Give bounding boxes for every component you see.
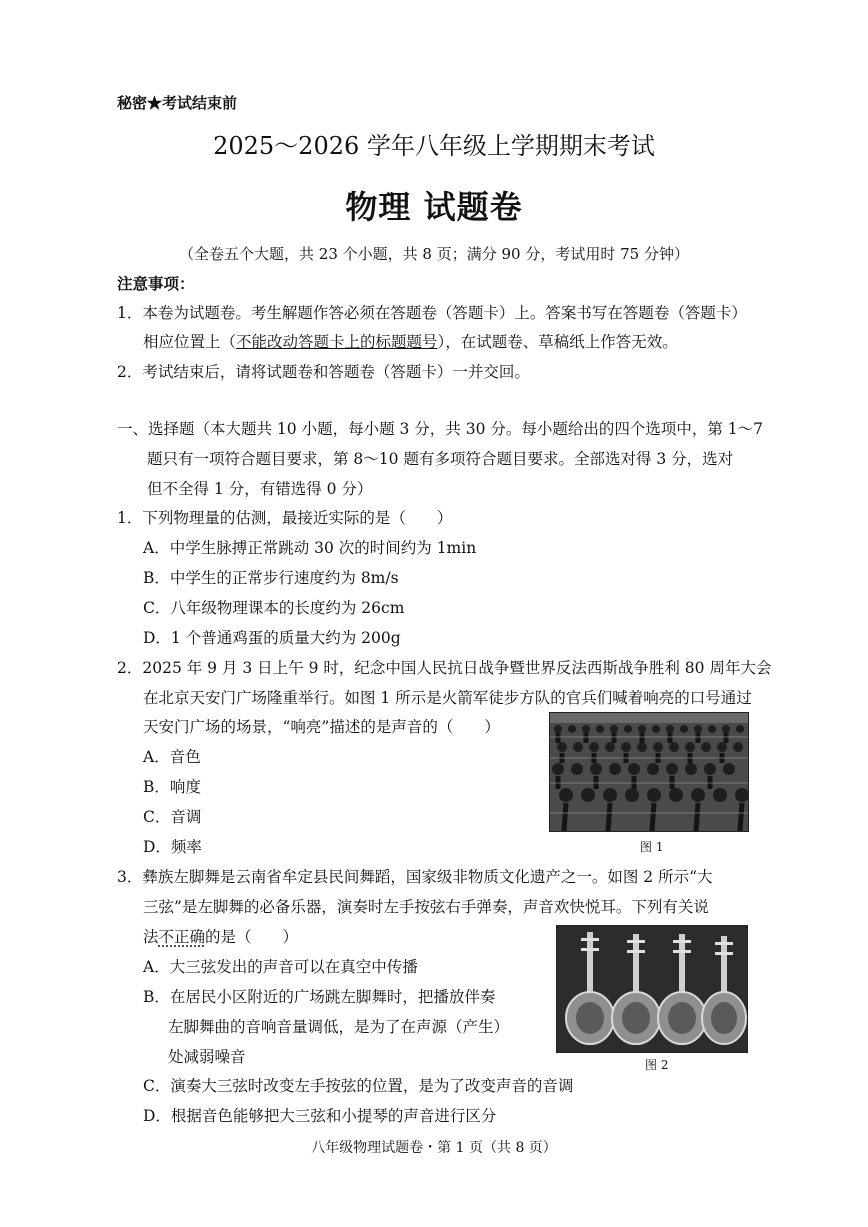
notice-item-1-line-1: 1．本卷为试题卷。考生解题作答必须在答题卷（答题卡）上。答案书写在答题卷（答题卡） [117,304,747,322]
q3-line-2: 三弦”是左脚舞的必备乐器，演奏时左手按弦右手弹奏，声音欢快悦耳。下列有关说 [143,898,709,916]
section-1-line-2: 题只有一项符合题目要求，第 8～10 题有多项符合题目要求。全部选对得 3 分，选对 [147,450,734,468]
q2-option-d: D．频率 [143,838,202,856]
q3-option-b-line-1: B．在居民小区附近的广场跳左脚舞时，把播放伴奏 [143,988,496,1006]
notice-item-2: 2．考试结束后，请将试题卷和答题卷（答题卡）一并交回。 [117,363,530,381]
q3-line-3 [143,925,298,947]
q2-line-2: 在北京天安门广场隆重举行。如图 1 所示是火箭军徒步方队的官兵们喊着响亮的口号通过 [143,689,752,707]
section-1-line-3: 但不全得 1 分，有错选得 0 分） [147,480,373,498]
figure-1-label: 图 1 [640,840,664,854]
notice-item-1-line-2 [143,330,678,352]
figure-2-label: 图 2 [645,1058,669,1072]
q3-option-b-line-2: 左脚舞曲的音响音量调低，是为了在声源（产生） [168,1018,510,1036]
q2-line-1: 2．2025 年 9 月 3 日上午 9 时，纪念中国人民抗日战争暨世界反法西斯战争胜利 80 周年大会 [117,659,772,677]
exam-title: 2025～2026 学年八年级上学期期末考试 [213,132,655,160]
q3-option-a: A．大三弦发出的声音可以在真空中传播 [143,958,418,976]
paper-title: 物理 试题卷 [345,188,523,226]
q2-option-a: A．音色 [143,748,201,766]
notice-text: ），在试题卷、草稿纸上作答无效。 [437,333,678,351]
q1-option-b: B．中学生的正常步行速度约为 8m/s [143,569,399,587]
q3-option-b-line-3: 处减弱噪音 [168,1048,246,1066]
q1-option-a: A．中学生脉搏正常跳动 30 次的时间约为 1min [143,539,477,557]
q3-emphasis-text: 不正确 [158,928,206,946]
q3-option-d: D．根据音色能够把大三弦和小提琴的声音进行区分 [143,1107,497,1125]
q3-line-1: 3．彝族左脚舞是云南省牟定县民间舞蹈，国家级非物质文化遗产之一。如图 2 所示“大 [117,868,713,886]
confidential-mark: 秘密★考试结束前 [117,94,238,112]
q2-option-c: C．音调 [143,808,202,826]
q3-option-c: C．演奏大三弦时改变左手按弦的位置，是为了改变声音的音调 [143,1077,574,1095]
exam-info: （全卷五个大题，共 23 个小题，共 8 页；满分 90 分，考试用时 75 分钟） [179,245,689,263]
figure-1-marching-troops-photo [549,712,749,832]
notice-underlined-text: 不能改动答题卡上的标题题号 [236,333,438,351]
q3-text: 的是（ ） [205,928,299,946]
q3-text: 法 [143,928,159,946]
notice-heading: 注意事项： [117,274,195,293]
q1-option-c: C．八年级物理课本的长度约为 26cm [143,599,405,617]
notice-text: 相应位置上（ [143,333,237,351]
figure-2-sanxian-instruments-photo [556,925,748,1053]
q2-line-3: 天安门广场的场景，“响亮”描述的是声音的（ ） [143,718,500,736]
page-footer: 八年级物理试题卷・第 1 页（共 8 页） [311,1140,557,1156]
section-1-line-1: 一、选择题（本大题共 10 小题，每小题 3 分，共 30 分。每小题给出的四个选项中，第 1～7 [117,420,764,438]
q1-stem: 1．下列物理量的估测，最接近实际的是（ ） [117,509,453,527]
q1-option-d: D．1 个普通鸡蛋的质量大约为 200g [143,629,401,647]
q2-option-b: B．响度 [143,778,201,796]
